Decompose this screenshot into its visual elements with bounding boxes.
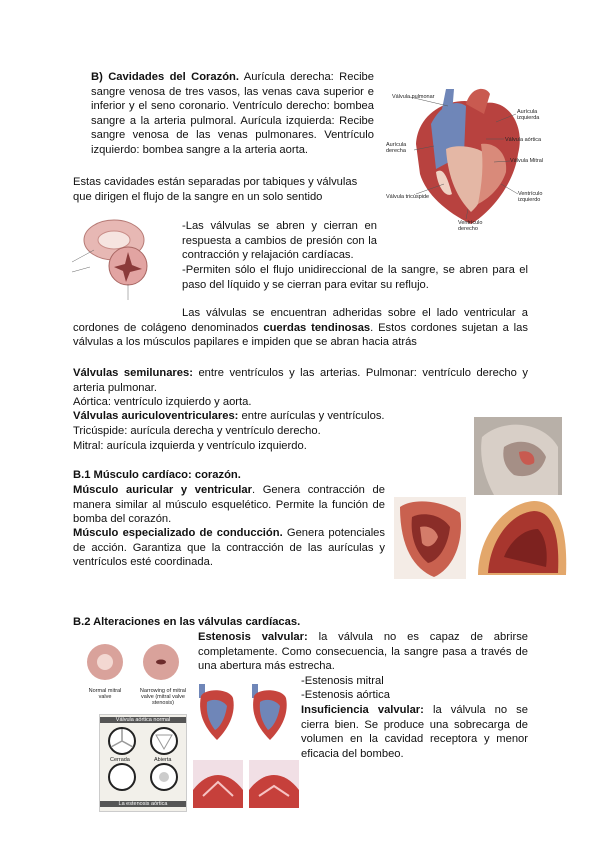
label-aortic-stenosis: La estenosis aórtica	[100, 801, 186, 807]
muscle-photo-right-illustration	[474, 497, 570, 579]
label-narrowing-mitral: Narrowing of mitral valve (mitral valve stenosis)	[139, 688, 187, 706]
cuerdas-tendinosas: cuerdas tendinosas	[263, 321, 371, 334]
label-auricula-der: Aurícula derecha	[386, 142, 407, 154]
valves-paragraph-1: -Las válvulas se abren y cierran en respuesta a cambios de presión con la contracción y relajación cardíacas.	[182, 220, 377, 262]
label-valvula-mitral: Válvula Mitral	[510, 158, 544, 164]
section-b-body: Aurícula derecha: Recibe sangre venosa de tres vasos, las venas cava superior e inferior y el seno coronario. Ventrículo derecho: bombea sangre a la arteria pulmoral. Aurícula izquierda: Recibe sangre venosa de las venas pulmonares. Ventrículo izquierdo: bombea sangre a la arteria aorta.	[91, 71, 374, 156]
b1-m1-title: Músculo auricular y ventricular	[73, 484, 252, 496]
av-tricuspide: Tricúspide: aurícula derecha y ventrículo derecho.	[73, 425, 321, 437]
muscle-photo-left	[394, 497, 466, 579]
b2-heading	[73, 615, 300, 630]
aortic-valve-illustration	[100, 715, 186, 811]
separated-paragraph: Estas cavidades están separadas por tabiques y válvulas que dirigen el flujo de la sangre en un solo sentido	[73, 176, 358, 203]
valve-top-view-image	[70, 212, 174, 302]
heart-insufficiency-2-illustration	[246, 684, 294, 744]
label-ventriculo-izq: Ventrículo izquierdo	[518, 191, 543, 203]
b1-muscle-1	[73, 483, 385, 527]
valves-paragraph-3	[73, 306, 528, 350]
valve-closeup-2-illustration	[249, 760, 299, 808]
insufficiency-paragraph	[301, 703, 528, 761]
aortic-valve-comparison	[99, 714, 187, 812]
semilunar-paragraph	[73, 366, 528, 395]
label-valvula-aortica: Válvula aórtica	[505, 137, 542, 143]
stenosis-paragraph	[198, 630, 528, 674]
av-mitral: Mitral: aurícula izquierda y ventrículo izquierdo.	[73, 440, 307, 452]
b1-heading-text: B.1 Músculo cardíaco: corazón.	[73, 469, 241, 481]
label-cerrada: Cerrada	[110, 757, 130, 763]
heart-diagram	[386, 84, 552, 234]
b1-m2-text: Genera potenciales de acción. Garantiza que la contracción de las aurículas y ventrículos esté coordinada.	[73, 527, 385, 569]
semilunar-aortica: Aórtica: ventrículo izquierdo y aorta.	[73, 396, 252, 408]
b1-m2-title: Músculo especializado de conducción.	[73, 527, 283, 539]
label-auricula-izq: Aurícula izquierda	[517, 109, 540, 121]
valve-closeup-2	[249, 760, 299, 808]
av-paragraph	[73, 409, 385, 424]
label-valvula-tricuspide: Válvula tricúspide	[386, 194, 430, 200]
valve-closeup-1-illustration	[193, 760, 243, 808]
heart-insufficiency-1-illustration	[193, 684, 241, 744]
semilunar-title: Válvulas semilunares:	[73, 367, 193, 379]
semilunar-text: entre ventrículos y las arterias. Pulmonar: ventrículo derecho y arteria pulmonar.	[73, 367, 528, 394]
label-valvula-pulmonar: Válvula pulmonar	[392, 94, 435, 100]
stenosis-mitral: -Estenosis mitral	[301, 675, 384, 687]
muscle-photo-top	[474, 417, 562, 495]
stenosis-text: la válvula no es capaz de abrirse completamente. Como consecuencia, la sangre pasa a través de una abertura más estrecha.	[198, 631, 529, 673]
label-ventriculo-der: Ventrículo derecho	[458, 220, 483, 232]
stenosis-aortica: -Estenosis aórtica	[301, 689, 390, 701]
valves-p3-start: Las válvulas se encuentran adheridas sobre el lado ventricular a cordones de colágeno denominados	[73, 307, 528, 334]
valve-closeup-1	[193, 760, 243, 808]
label-abierta: Abierta	[154, 757, 172, 763]
section-b-heading: B) Cavidades del Corazón.	[91, 71, 239, 83]
b1-m1-text: . Genera contracción de manera similar al músculo esquelético. Permite la función de bomba del corazón.	[73, 484, 385, 526]
insufficiency-text: la válvula no se cierra bien. Se produce una sobrecarga de volumen en la cavidad receptora y menor eficacia del bombeo.	[301, 704, 529, 760]
muscle-photo-top-illustration	[474, 417, 562, 495]
stenosis-title: Estenosis valvular:	[198, 631, 308, 643]
heart-insufficiency-2	[246, 684, 294, 744]
section-b-paragraph	[91, 70, 374, 158]
b2-heading-text: B.2 Alteraciones en las válvulas cardíacas.	[73, 616, 301, 628]
valves-p3-end: . Estos cordones sujetan a las válvulas a los músculos papilares e impiden que se abran hacia atrás	[73, 321, 528, 349]
muscle-photo-left-illustration	[394, 497, 466, 579]
muscle-photo-right	[474, 497, 570, 579]
av-title: Válvulas auriculoventriculares:	[73, 410, 239, 422]
valves-paragraph-2: -Permiten sólo el flujo unidireccional de la sangre, se abren para el paso del líquido y se cierran para evitar su reflujo.	[182, 264, 528, 291]
b1-muscle-2	[73, 526, 385, 570]
insufficiency-title: Insuficiencia valvular:	[301, 704, 424, 716]
b1-heading	[73, 468, 241, 483]
heart-insufficiency-1	[193, 684, 241, 744]
label-normal-mitral: Normal mitral valve	[88, 688, 122, 700]
label-normal-aortic: Válvula aórtica normal	[100, 717, 186, 723]
mitral-stenosis-image	[77, 638, 189, 706]
av-text: entre aurículas y ventrículos.	[241, 410, 385, 422]
valve-illustration	[70, 212, 174, 302]
